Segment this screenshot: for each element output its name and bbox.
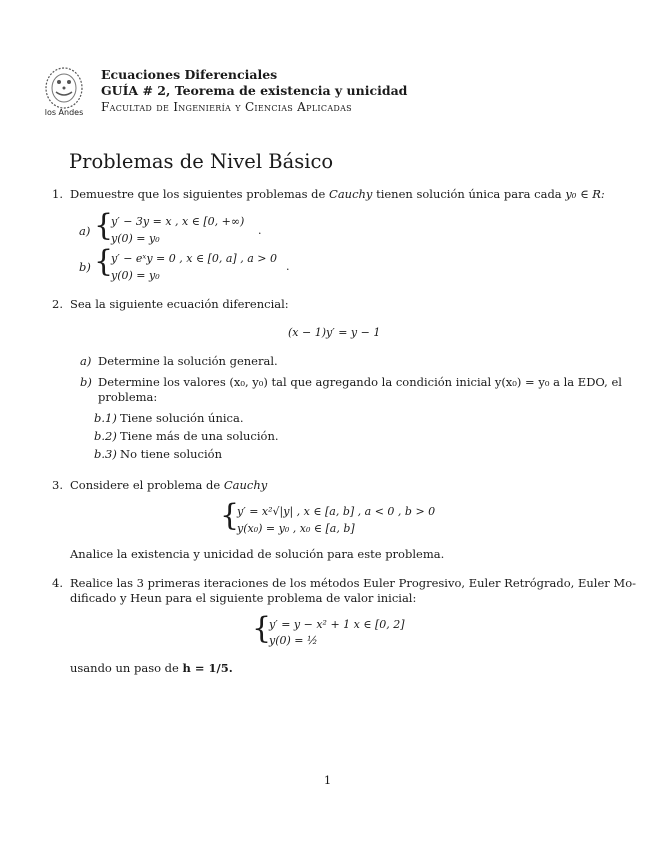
p1-b-brace: { [94, 244, 114, 279]
problem-3-text [70, 478, 267, 493]
p3-eq2: y(x₀) = y₀ , x₀ ∈ [a, b] [237, 522, 355, 535]
problem-4-text-1: Realice las 3 primeras iteraciones de los métodos Euler Progresivo, Euler Retrógrado, Euler Mo- [70, 576, 636, 590]
p1-a-brace: { [94, 208, 114, 243]
p1-b-eq2: y(0) = y₀ [111, 269, 160, 282]
p4-step-text [70, 661, 233, 676]
p1-text-a: Demuestre que los siguientes problemas de [70, 187, 330, 201]
p1-cauchy: Cauchy [329, 187, 373, 201]
p2-b1-text: Tiene solución única. [120, 411, 244, 425]
p3-brace: { [220, 498, 240, 533]
problem-1-number: 1. [52, 187, 63, 201]
problem-4-number: 4. [52, 576, 63, 590]
p3-analyze-text: Analice la existencia y unicidad de solución para este problema. [70, 547, 445, 561]
p4-eq1: y′ = y − x² + 1 x ∈ [0, 2] [269, 618, 405, 631]
p2-a-text: Determine la solución general. [98, 354, 278, 368]
p2-b1-label: b.1) [94, 411, 117, 425]
p4-step-a: usando un paso de [70, 661, 183, 675]
p3-text-a: Considere el problema de [70, 478, 224, 492]
course-title: Ecuaciones Diferenciales [101, 67, 278, 82]
p1-b-eq1: y′ − eˣy = 0 , x ∈ [0, a] , a > 0 [111, 252, 277, 265]
section-title: Problemas de Nivel Básico [69, 150, 334, 173]
p1-text-b: tienen solución única para cada [372, 187, 566, 201]
p2-b-text-1: Determine los valores (x₀, y₀) tal que agregando la condición inicial y(x₀) = y₀ a la EDO, el [98, 375, 622, 389]
p1-text-c: y₀ ∈ R: [565, 187, 605, 201]
p1-b-dot: . [286, 260, 290, 273]
p4-step-b: h = 1/5. [182, 661, 233, 675]
logo-text: los Andes [44, 108, 84, 117]
p3-eq1: y′ = x²√|y| , x ∈ [a, b] , a < 0 , b > 0 [237, 505, 436, 518]
document-header [101, 67, 407, 115]
p2-b-label: b) [80, 375, 92, 389]
p2-a-label: a) [80, 354, 92, 368]
p2-b2-label: b.2) [94, 429, 117, 443]
p1-b-label: b) [79, 260, 91, 274]
p3-cauchy: Cauchy [223, 478, 268, 492]
p4-brace: { [252, 611, 272, 646]
problem-1-text [70, 187, 605, 202]
p2-b3-text: No tiene solución [120, 447, 222, 461]
problem-2-number: 2. [52, 297, 63, 311]
p1-a-dot: . [258, 224, 262, 237]
guide-title: GUÍA # 2, Teorema de existencia y unicidad [101, 83, 408, 98]
p2-b3-label: b.3) [94, 447, 117, 461]
p1-a-label: a) [79, 224, 91, 238]
p4-eq2: y(0) = ½ [269, 634, 318, 647]
problem-3-number: 3. [52, 478, 63, 492]
problem-4-text-2: dificado y Heun para el siguiente problema de valor inicial: [70, 591, 417, 605]
p1-a-eq2: y(0) = y₀ [111, 232, 160, 245]
faculty-name: Facultad de Ingeniería y Ciencias Aplicadas [101, 100, 352, 114]
problem-2-text: Sea la siguiente ecuación diferencial: [70, 297, 289, 311]
page-number: 1 [323, 773, 332, 787]
p2-equation: (x − 1)y′ = y − 1 [288, 326, 381, 339]
p2-b2-text: Tiene más de una solución. [120, 429, 279, 443]
p2-b-text-2: problema: [98, 390, 158, 404]
p1-a-eq1: y′ − 3y = x , x ∈ [0, +∞) [111, 215, 245, 228]
